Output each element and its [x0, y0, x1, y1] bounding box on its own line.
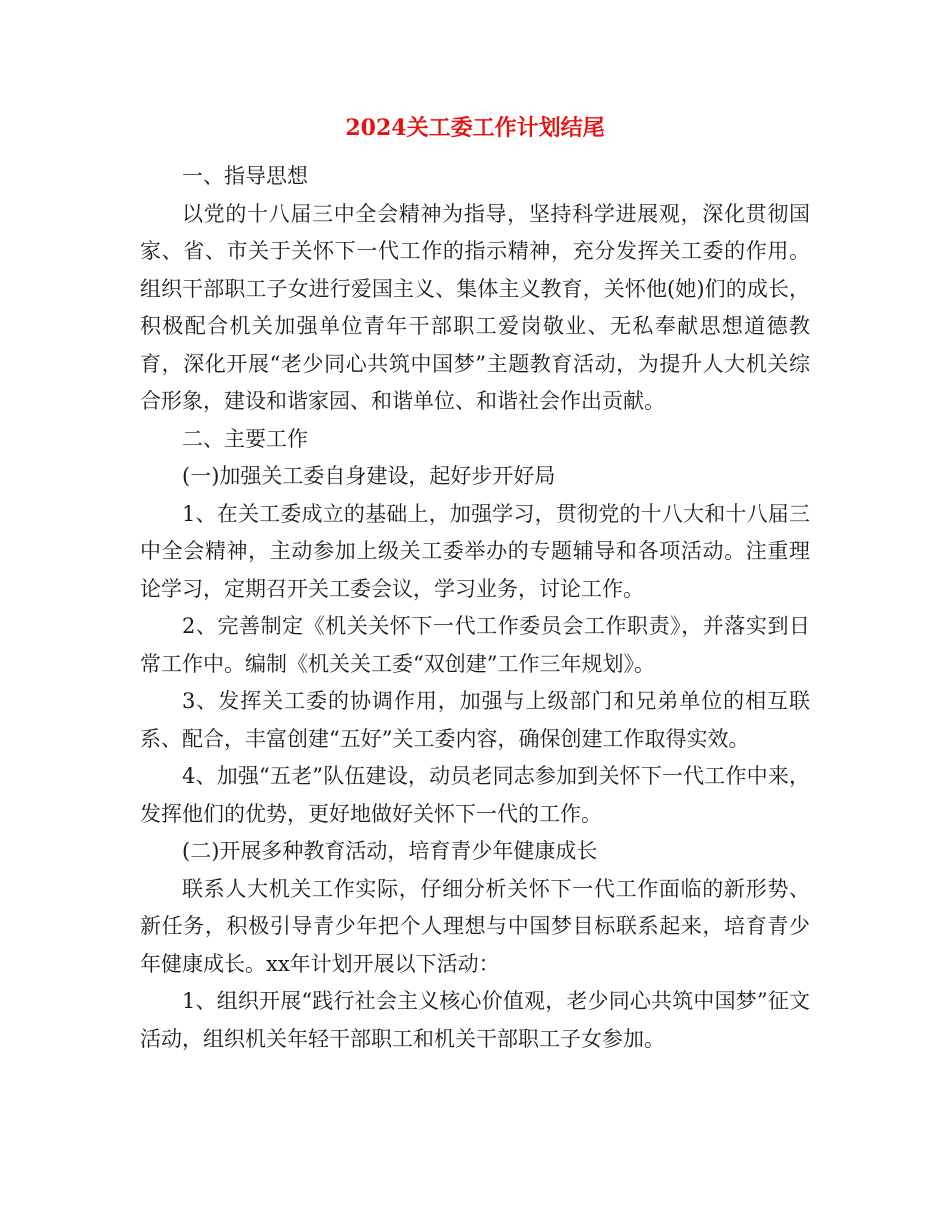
section-heading-guiding-ideology: 一、指导思想 — [182, 164, 308, 188]
section-heading-main-work: 二、主要工作 — [182, 426, 308, 451]
document-title: 2024关工委工作计划结尾 — [345, 115, 605, 141]
paragraph-education-activities: 联系人大机关工作实际，仔细分析关怀下一代工作面临的新形势、新任务，积极引导青少年把个人理想与中国梦目标联系起来，培育青少年健康成长。xx年计划开展以下活动： — [140, 876, 810, 976]
list-item-1: 1、在关工委成立的基础上，加强学习，贯彻党的十八大和十八届三中全会精神，主动参加上级关工委举办的专题辅导和各项活动。注重理论学习，定期召开关工委会议，学习业务，讨论工作。 — [140, 501, 810, 601]
activity-item-1: 1、组织开展“践行社会主义核心价值观，老少同心共筑中国梦”征文活动，组织机关年轻干部职工和机关干部职工子女参加。 — [140, 989, 810, 1051]
document-body — [140, 158, 810, 1058]
list-item-4: 4、加强“五老”队伍建设，动员老同志参加到关怀下一代工作中来，发挥他们的优势，更好地做好关怀下一代的工作。 — [140, 764, 810, 826]
subsection-heading-self-building: (一)加强关工委自身建设，起好步开好局 — [182, 464, 556, 488]
subsection-heading-education-activities: (二)开展多种教育活动，培育青少年健康成长 — [182, 839, 598, 863]
list-item-3: 3、发挥关工委的协调作用，加强与上级部门和兄弟单位的相互联系、配合，丰富创建“五好”关工委内容，确保创建工作取得实效。 — [140, 689, 810, 751]
paragraph-guiding-ideology: 以党的十八届三中全会精神为指导，坚持科学进展观，深化贯彻国家、省、市关于关怀下一代工作的指示精神，充分发挥关工委的作用。组织干部职工子女进行爱国主义、集体主义教育，关怀他(她)们的成长，积极配合机关加强单位青年干部职工爱岗敬业、无私奉献思想道德教育，深化开展“老少同心共筑中国梦”主题教育活动，为提升人大机关综合形象，建设和谐家园、和谐单位、和谐社会作出贡献。 — [140, 201, 810, 413]
list-item-2: 2、完善制定《机关关怀下一代工作委员会工作职责》，并落实到日常工作中。编制《机关关工委“双创建”工作三年规划》。 — [140, 614, 810, 676]
